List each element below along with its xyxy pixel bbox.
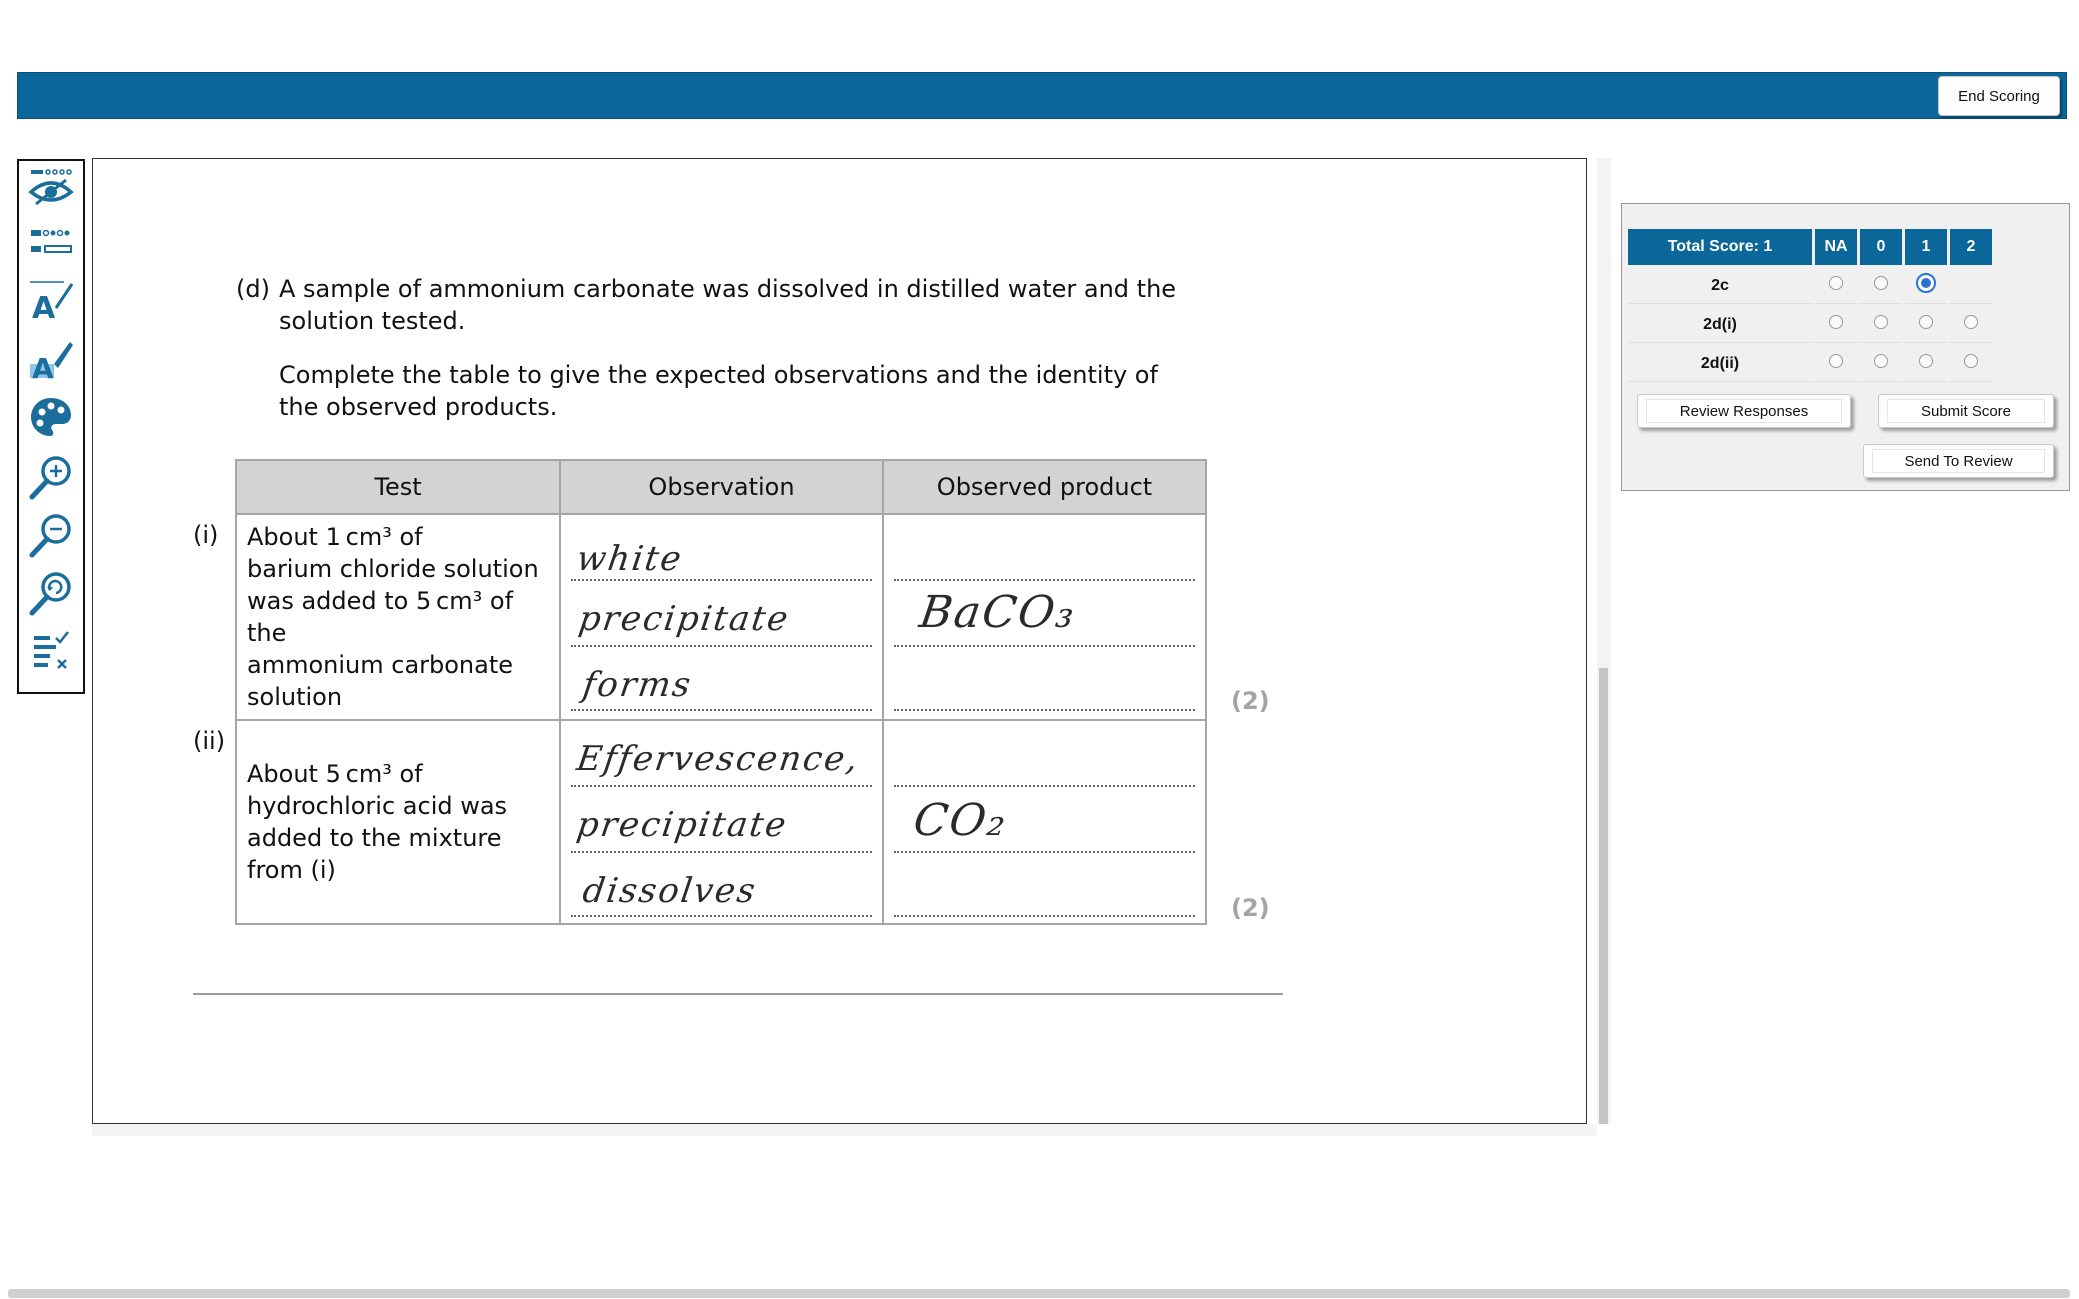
hide-show-icon[interactable]	[27, 163, 75, 211]
zoom-reset-icon[interactable]	[27, 569, 75, 617]
marks-available: (2)	[1231, 687, 1270, 715]
product-answer	[883, 720, 1206, 924]
review-responses-button[interactable]: Review Responses	[1637, 394, 1851, 428]
score-row-2c	[1628, 268, 1992, 304]
send-to-review-button[interactable]: Send To Review	[1863, 444, 2054, 478]
header-observed-product: Observed product	[883, 460, 1206, 514]
radio-2d-ii-1[interactable]	[1919, 354, 1933, 368]
annotation-toolbar	[17, 159, 85, 694]
zoom-in-icon[interactable]	[27, 453, 75, 501]
page-divider	[193, 993, 1283, 995]
radio-2d-i-2[interactable]	[1964, 315, 1978, 329]
column-1: 1	[1905, 229, 1947, 265]
test-description: About 1 cm³ of barium chloride solution was added to 5 cm³ of the ammonium carbonate solution	[236, 514, 560, 720]
row-label-i: (i)	[193, 521, 219, 549]
radio-2c-0[interactable]	[1874, 276, 1888, 290]
handwriting: BaCO₃	[916, 587, 1080, 638]
total-score: Total Score: 1	[1628, 229, 1812, 265]
handwriting: precipitate	[576, 599, 793, 639]
end-scoring-button[interactable]: End Scoring	[1938, 76, 2060, 116]
column-2: 2	[1950, 229, 1992, 265]
radio-2d-ii-0[interactable]	[1874, 354, 1888, 368]
zoom-out-icon[interactable]	[27, 511, 75, 559]
score-row-2d-i	[1628, 307, 1992, 343]
checklist-icon[interactable]	[27, 629, 75, 677]
header-test: Test	[236, 460, 560, 514]
handwriting: white	[574, 539, 686, 579]
handwriting: dissolves	[580, 871, 760, 911]
question-text: A sample of ammonium carbonate was dissolved in distilled water and the solution tested.	[279, 275, 1177, 335]
radio-2d-ii-na[interactable]	[1829, 354, 1843, 368]
vertical-scrollbar[interactable]	[1597, 158, 1611, 1124]
question-label: (d)	[236, 275, 270, 303]
response-document	[92, 158, 1587, 1124]
layout-icon[interactable]	[27, 219, 75, 267]
header-observation: Observation	[560, 460, 883, 514]
handwriting: Effervescence,	[574, 739, 862, 779]
scoring-panel	[1621, 203, 2070, 491]
item-label: 2d(ii)	[1628, 346, 1812, 382]
radio-2d-ii-2[interactable]	[1964, 354, 1978, 368]
item-label: 2d(i)	[1628, 307, 1812, 343]
radio-2d-i-1[interactable]	[1919, 315, 1933, 329]
handwriting: precipitate	[574, 805, 791, 845]
column-na: NA	[1815, 229, 1857, 265]
table-row	[236, 514, 1206, 720]
score-row-2d-ii	[1628, 346, 1992, 382]
radio-2c-1[interactable]	[1916, 273, 1936, 293]
score-table	[1625, 226, 1995, 385]
row-label-ii: (ii)	[193, 727, 226, 755]
handwriting: CO₂	[910, 795, 1011, 846]
highlight-icon[interactable]	[27, 335, 75, 383]
svg-text:A: A	[32, 291, 56, 324]
top-bar	[17, 72, 2067, 119]
table-row	[236, 720, 1206, 924]
svg-text:A: A	[32, 352, 54, 382]
horizontal-scrollbar[interactable]	[8, 1289, 2070, 1298]
radio-2d-i-na[interactable]	[1829, 315, 1843, 329]
submit-score-button[interactable]: Submit Score	[1878, 394, 2054, 428]
radio-2c-na[interactable]	[1829, 276, 1843, 290]
column-0: 0	[1860, 229, 1902, 265]
question-instruction: Complete the table to give the expected observations and the identity of the observed products.	[279, 361, 1158, 421]
product-answer	[883, 514, 1206, 720]
test-description: About 5 cm³ of hydrochloric acid was added to the mixture from (i)	[236, 720, 560, 924]
text-annotate-icon[interactable]	[27, 277, 75, 325]
item-label: 2c	[1628, 268, 1812, 304]
color-palette-icon[interactable]	[27, 393, 75, 441]
observation-answer	[560, 514, 883, 720]
radio-2d-i-0[interactable]	[1874, 315, 1888, 329]
handwriting: forms	[580, 665, 695, 705]
marks-available: (2)	[1231, 894, 1270, 922]
observation-answer	[560, 720, 883, 924]
scrollbar-thumb[interactable]	[1599, 668, 1608, 1124]
observation-table	[235, 459, 1207, 925]
